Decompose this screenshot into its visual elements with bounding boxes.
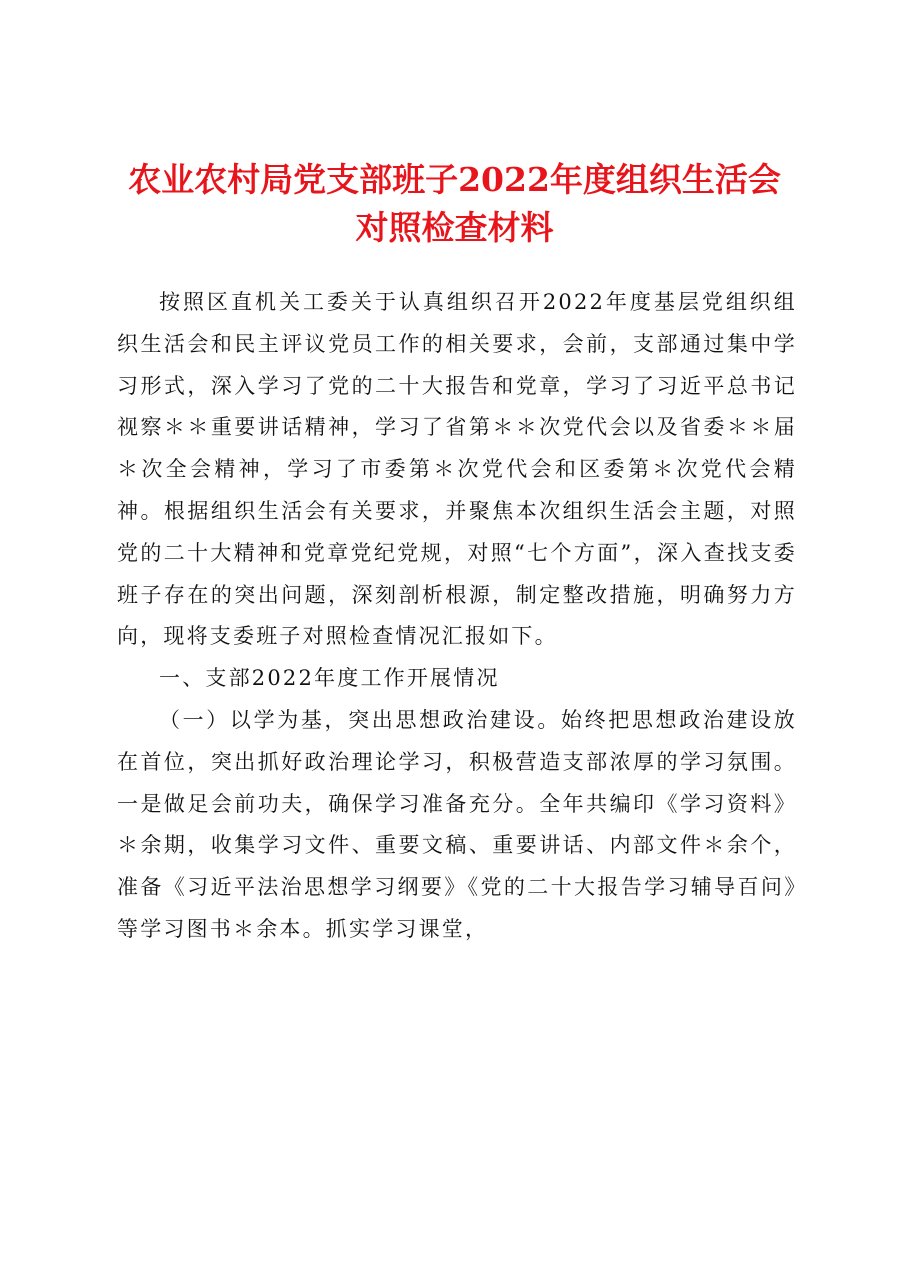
document-body	[117, 282, 797, 951]
section-heading: 一、支部2022年度工作开展情况	[159, 666, 500, 691]
document-title-line1: 农业农村局党支部班子2022年度组织生活会	[128, 160, 781, 199]
intro-paragraph: 按照区直机关工委关于认真组织召开2022年度基层党组织组织生活会和民主评议党员工作的相关要求，会前，支部通过集中学习形式，深入学习了党的二十大报告和党章，学习了习近平总书记视察＊＊重要讲话精神，学习了省第＊＊次党代会以及省委＊＊届＊次全会精神，学习了市委第＊次党代会和区委第＊次党代会精神。根据组织生活会有关要求，并聚焦本次组织生活会主题，对照党的二十大精神和党章党纪党规，对照“七个方面”，深入查找支委班子存在的突出问题，深刻剖析根源，制定整改措施，明确努力方向，现将支委班子对照检查情况汇报如下。	[117, 290, 797, 649]
subsection-paragraph: （一）以学为基，突出思想政治建设。始终把思想政治建设放在首位，突出抓好政治理论学习，积极营造支部浓厚的学习氛围。一是做足会前功夫，确保学习准备充分。全年共编印《学习资料》＊余期，收集学习文件、重要文稿、重要讲话、内部文件＊余个，准备《习近平法治思想学习纲要》《党的二十大报告学习辅导百问》等学习图书＊余本。抓实学习课堂，	[117, 707, 797, 941]
document-title-line2: 对照检查材料	[355, 208, 554, 247]
